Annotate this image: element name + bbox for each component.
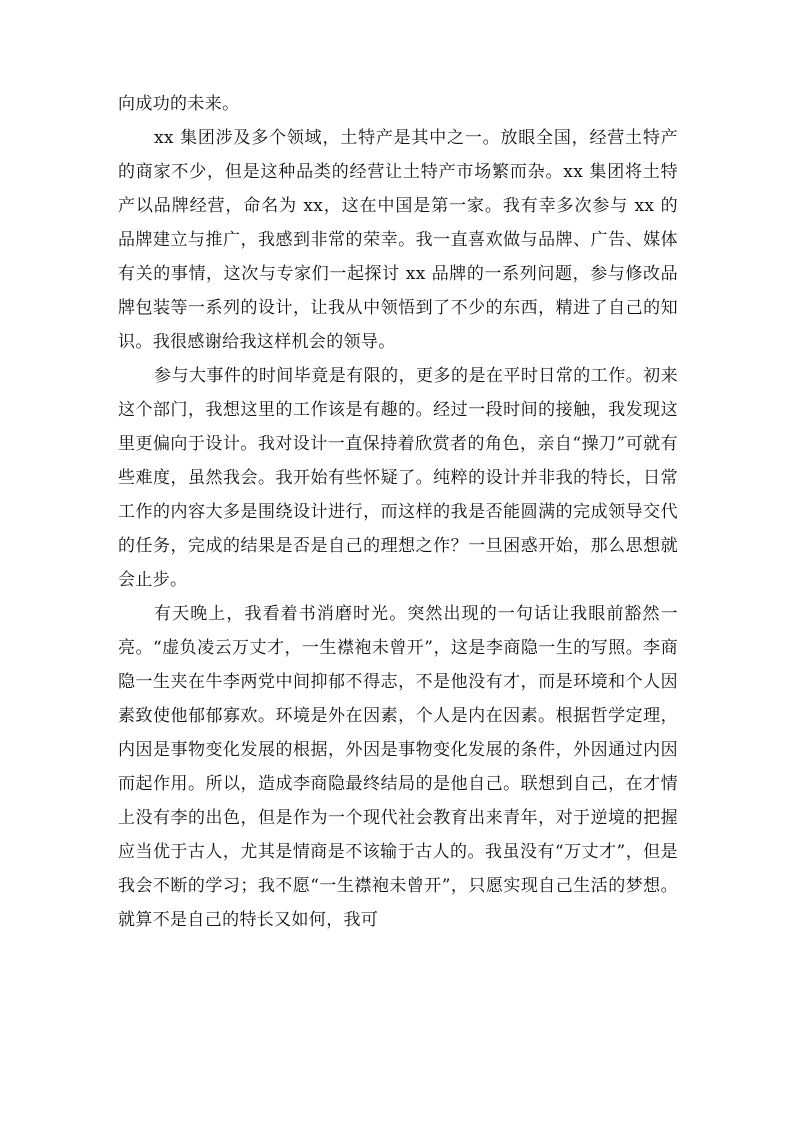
document-body bbox=[118, 87, 678, 937]
paragraph-continuation: 向成功的未来。 bbox=[118, 94, 240, 114]
paragraph-brand-experience: xx 集团涉及多个领域，土特产是其中之一。放眼全国，经营土特产的商家不少，但是这种品类的经营让土特产市场繁而杂。xx 集团将土特产以品牌经营，命名为 xx，这在中国是第一家。我有幸多次参与 xx 的品牌建立与推广，我感到非常的荣幸。我一直喜欢做与品牌、广告、媒体有关的事情，这次与专家们一起探讨 xx 品牌的一系列问题，参与修改品牌包装等一系列的设计，让我从中领悟到了不少的东西，精进了自己的知识。我很感谢给我这样机会的领导。 bbox=[118, 128, 678, 352]
paragraph-reflection: 有天晚上，我看着书消磨时光。突然出现的一句话让我眼前豁然一亮。“虚负凌云万丈才，一生襟袍未曾开”，这是李商隐一生的写照。李商隐一生夹在牛李两党中间抑郁不得志，不是他没有才，而是环境和个人因素致使他郁郁寡欢。环境是外在因素，个人是内在因素。根据哲学定理，内因是事物变化发展的根据，外因是事物变化发展的条件，外因通过内因而起作用。所以，造成李商隐最终结局的是他自己。联想到自己，在才情上没有李的出色，但是作为一个现代社会教育出来青年，对于逆境的把握应当优于古人，尤其是情商是不该输于古人的。我虽没有“万丈才”，但是我会不断的学习；我不愿“一生襟袍未曾开”，只愿实现自己生活的梦想。就算不是自己的特长又如何，我可 bbox=[118, 604, 678, 930]
paragraph-daily-work: 参与大事件的时间毕竟是有限的，更多的是在平时日常的工作。初来这个部门，我想这里的工作该是有趣的。经过一段时间的接触，我发现这里更偏向于设计。我对设计一直保持着欣赏者的角色，亲自“操刀”可就有些难度，虽然我会。我开始有些怀疑了。纯粹的设计并非我的特长，日常工作的内容大多是围绕设计进行，而这样的我是否能圆满的完成领导交代的任务，完成的结果是否是自己的理想之作？一旦困惑开始，那么思想就会止步。 bbox=[118, 366, 678, 590]
